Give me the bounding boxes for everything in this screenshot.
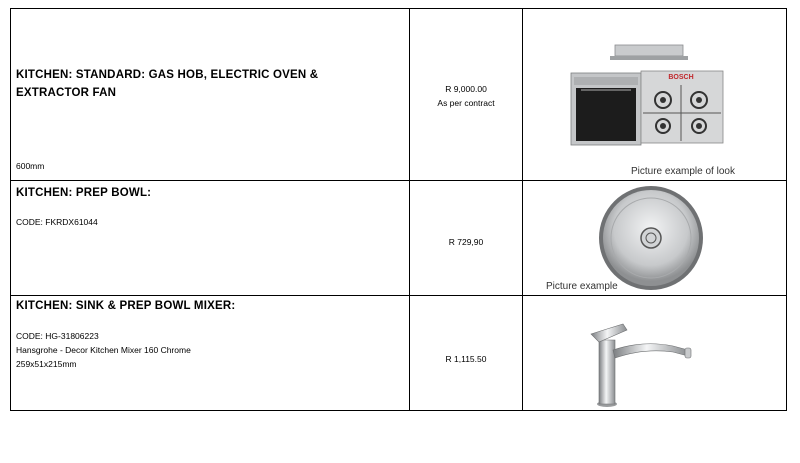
product-code: CODE: HG-31806223 [16,331,99,341]
table-row [11,296,786,410]
row-title: KITCHEN: PREP BOWL: [16,187,152,199]
row-title-line2: EXTRACTOR FAN [16,87,117,99]
size-note: 600mm [16,161,45,171]
appliances-image [523,9,786,181]
row-title-line1: KITCHEN: STANDARD: GAS HOB, ELECTRIC OVEN & [16,69,319,81]
product-dimensions: 259x51x215mm [16,359,77,369]
description-cell [11,296,410,410]
brand-logo: BOSCH [668,74,694,81]
table-row [11,9,786,181]
row-title: KITCHEN: SINK & PREP BOWL MIXER: [16,300,236,312]
image-cell [523,9,786,180]
image-caption: Picture example [546,281,618,292]
price-cell [410,181,523,295]
price-text: R 9,000.00 [445,84,487,94]
image-caption: Picture example of look [631,166,735,177]
product-code: CODE: FKRDX61044 [16,217,98,227]
image-cell [523,181,786,295]
description-cell [11,181,410,295]
extractor-fan [615,45,683,56]
price-cell [410,9,523,180]
description-cell [11,9,410,180]
price-text: R 729,90 [448,237,484,247]
product-description: Hansgrohe - Decor Kitchen Mixer 160 Chrome [16,345,191,355]
gas-hob [641,71,723,143]
mixer-tap-image [523,296,786,410]
price-cell [410,296,523,410]
product-table [10,8,787,411]
table-row [11,181,786,296]
image-cell [523,296,786,410]
price-text: R 1,115.50 [445,354,487,364]
price-note: As per contract [437,98,495,108]
prep-bowl-image [523,181,786,296]
